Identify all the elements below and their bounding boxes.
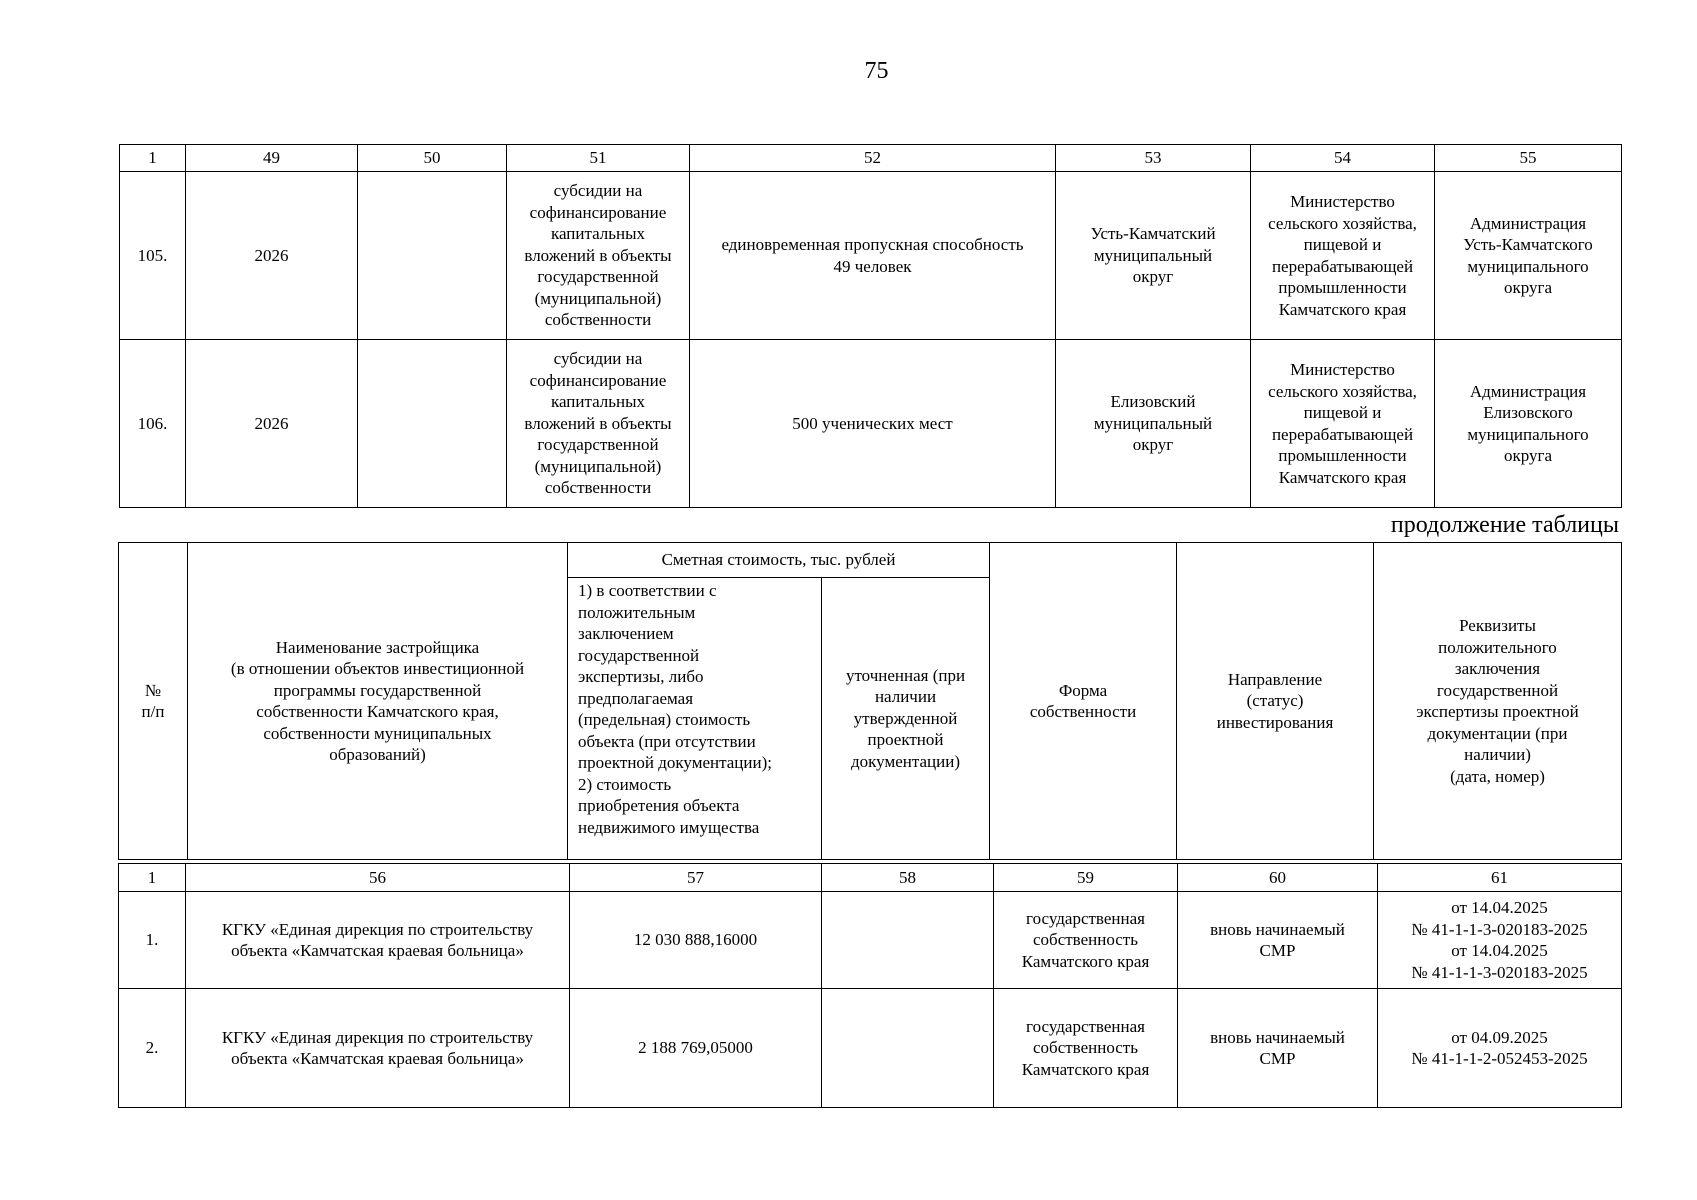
column-number: 57 xyxy=(570,864,822,892)
investment-table-top xyxy=(119,144,1622,508)
header-direction: Направление (статус) инвестирования xyxy=(1177,543,1374,860)
column-number: 49 xyxy=(186,145,358,172)
column-number: 60 xyxy=(1178,864,1378,892)
administration-cell: Администрация Усть-Камчатского муниципального округа xyxy=(1435,172,1622,340)
table-row xyxy=(119,989,1622,1108)
header-estimated-cost: Сметная стоимость, тыс. рублей xyxy=(568,543,990,578)
capacity-cell: 500 ученических мест xyxy=(690,340,1056,508)
header-table xyxy=(118,542,1622,860)
column-number: 53 xyxy=(1056,145,1251,172)
header-expertise: Реквизиты положительного заключения государственной экспертизы проектной документации (при наличии) (дата, номер) xyxy=(1374,543,1622,860)
cell-50 xyxy=(358,172,507,340)
funding-type-cell: субсидии на софинансирование капитальных вложений в объекты государственной (муниципальной) собственности xyxy=(507,172,690,340)
continuation-label: продолжение таблицы xyxy=(1390,512,1619,538)
municipality-cell: Елизовский муниципальный округ xyxy=(1056,340,1251,508)
expertise-cell: от 04.09.2025 № 41-1-1-2-052453-2025 xyxy=(1378,989,1622,1108)
column-number: 59 xyxy=(994,864,1178,892)
investment-table-bottom xyxy=(118,863,1622,1108)
developer-cell: КГКУ «Единая дирекция по строительству объекта «Камчатская краевая больница» xyxy=(186,892,570,989)
header-cost-option-1: 1) в соответствии с положительным заключением государственной экспертизы, либо предполагаемая (предельная) стоимость объекта (при отсутствии проектной документации); 2) стоимость приобретения объекта недвижимого имущества xyxy=(568,578,822,860)
column-number: 1 xyxy=(119,864,186,892)
row-number: 2. xyxy=(119,989,186,1108)
column-number-row xyxy=(119,864,1622,892)
table-row xyxy=(120,172,1622,340)
cell-50 xyxy=(358,340,507,508)
row-number: 1. xyxy=(119,892,186,989)
expertise-cell: от 14.04.2025 № 41-1-1-3-020183-2025 от 14.04.2025 № 41-1-1-3-020183-2025 xyxy=(1378,892,1622,989)
capacity-cell: единовременная пропускная способность 49 человек xyxy=(690,172,1056,340)
header-num: № п/п xyxy=(119,543,188,860)
cost-cell: 12 030 888,16000 xyxy=(570,892,822,989)
developer-cell: КГКУ «Единая дирекция по строительству объекта «Камчатская краевая больница» xyxy=(186,989,570,1108)
column-number: 55 xyxy=(1435,145,1622,172)
row-number: 105. xyxy=(120,172,186,340)
cost-cell: 2 188 769,05000 xyxy=(570,989,822,1108)
direction-cell: вновь начинаемый СМР xyxy=(1178,892,1378,989)
column-number: 61 xyxy=(1378,864,1622,892)
funding-type-cell: субсидии на софинансирование капитальных вложений в объекты государственной (муниципальной) собственности xyxy=(507,340,690,508)
refined-cost-cell xyxy=(822,892,994,989)
column-number: 58 xyxy=(822,864,994,892)
column-number: 51 xyxy=(507,145,690,172)
ownership-cell: государственная собственность Камчатского края xyxy=(994,892,1178,989)
ministry-cell: Министерство сельского хозяйства, пищевой и перерабатывающей промышленности Камчатского края xyxy=(1251,172,1435,340)
year-cell: 2026 xyxy=(186,172,358,340)
column-number: 52 xyxy=(690,145,1056,172)
column-number-row xyxy=(120,145,1622,172)
municipality-cell: Усть-Камчатский муниципальный округ xyxy=(1056,172,1251,340)
refined-cost-cell xyxy=(822,989,994,1108)
header-ownership: Форма собственности xyxy=(990,543,1177,860)
direction-cell: вновь начинаемый СМР xyxy=(1178,989,1378,1108)
administration-cell: Администрация Елизовского муниципального округа xyxy=(1435,340,1622,508)
page-number: 75 xyxy=(864,58,889,84)
ministry-cell: Министерство сельского хозяйства, пищевой и перерабатывающей промышленности Камчатского края xyxy=(1251,340,1435,508)
table-row xyxy=(120,340,1622,508)
column-number: 50 xyxy=(358,145,507,172)
column-number: 56 xyxy=(186,864,570,892)
header-cost-refined: уточненная (при наличии утвержденной проектной документации) xyxy=(822,578,990,860)
ownership-cell: государственная собственность Камчатского края xyxy=(994,989,1178,1108)
year-cell: 2026 xyxy=(186,340,358,508)
column-number: 1 xyxy=(120,145,186,172)
column-number: 54 xyxy=(1251,145,1435,172)
row-number: 106. xyxy=(120,340,186,508)
header-developer: Наименование застройщика (в отношении объектов инвестиционной программы государственной собственности Камчатского края, собственности муниципальных образований) xyxy=(188,543,568,860)
table-row xyxy=(119,892,1622,989)
